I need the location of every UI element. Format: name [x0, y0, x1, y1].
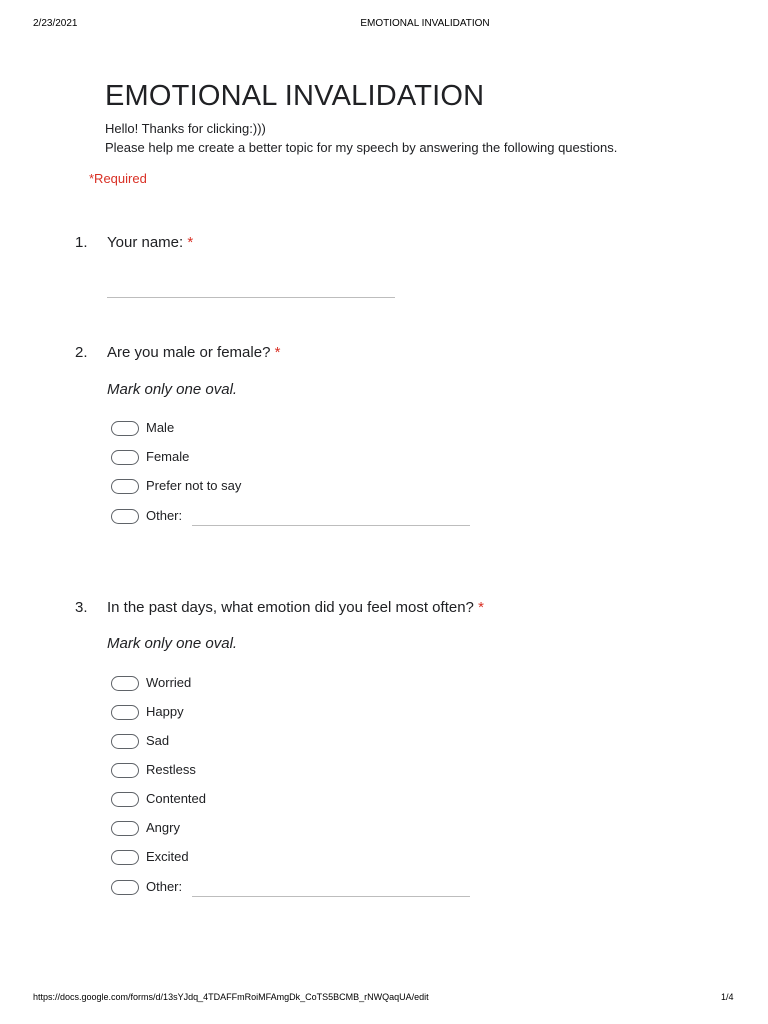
question-2-label: Are you male or female?: [107, 344, 271, 361]
radio-oval[interactable]: [111, 763, 139, 778]
question-3-number: 3.: [75, 599, 88, 616]
option-label: Happy: [146, 704, 184, 719]
question-3-label: In the past days, what emotion did you feel most often?: [107, 599, 474, 616]
radio-oval[interactable]: [111, 821, 139, 836]
radio-oval[interactable]: [111, 850, 139, 865]
option-label: Other:: [146, 508, 183, 523]
option-label: Excited: [146, 849, 189, 864]
option-label: Female: [146, 449, 190, 464]
question-2-number: 2.: [75, 344, 88, 361]
radio-oval[interactable]: [111, 509, 139, 524]
form-description-line2: Please help me create a better topic for my speech by answering the following questions.: [105, 140, 618, 155]
question-2-instruction: Mark only one oval.: [107, 381, 238, 398]
option-label: Prefer not to say: [146, 478, 242, 493]
radio-oval[interactable]: [111, 792, 139, 807]
form-title: EMOTIONAL INVALIDATION: [105, 80, 485, 112]
question-2-text: [107, 344, 280, 361]
question-1-text: [107, 234, 193, 251]
print-date: 2/23/2021: [33, 18, 78, 29]
radio-oval[interactable]: [111, 676, 139, 691]
option-label: Other:: [146, 879, 183, 894]
option-label: Restless: [146, 762, 196, 777]
option-label: Angry: [146, 820, 180, 835]
option-label: Sad: [146, 733, 170, 748]
radio-oval[interactable]: [111, 705, 139, 720]
print-footer-url: https://docs.google.com/forms/d/13sYJdq_4TDAFFmRoiMFAmgDk_CoTS5BCMB_rNWQaqUA/edit: [33, 992, 429, 1002]
name-answer-field[interactable]: [107, 297, 395, 298]
other-text-field[interactable]: [192, 896, 470, 897]
question-1-label: Your name:: [107, 234, 184, 251]
required-asterisk: *: [478, 599, 484, 616]
question-1-number: 1.: [75, 234, 88, 251]
question-3-text: [107, 599, 484, 616]
radio-oval[interactable]: [111, 421, 139, 436]
option-label: Worried: [146, 675, 192, 690]
page-number: 1/4: [721, 992, 734, 1002]
option-label: Male: [146, 420, 175, 435]
option-label: Contented: [146, 791, 206, 806]
required-note: *Required: [89, 171, 147, 186]
print-header-title: EMOTIONAL INVALIDATION: [360, 18, 490, 29]
required-asterisk: *: [187, 234, 194, 251]
form-description-line1: Hello! Thanks for clicking:))): [105, 121, 266, 136]
question-3-instruction: Mark only one oval.: [107, 635, 238, 652]
radio-oval[interactable]: [111, 450, 139, 465]
radio-oval[interactable]: [111, 880, 139, 895]
other-text-field[interactable]: [192, 525, 470, 526]
radio-oval[interactable]: [111, 734, 139, 749]
required-asterisk: *: [274, 344, 281, 361]
radio-oval[interactable]: [111, 479, 139, 494]
